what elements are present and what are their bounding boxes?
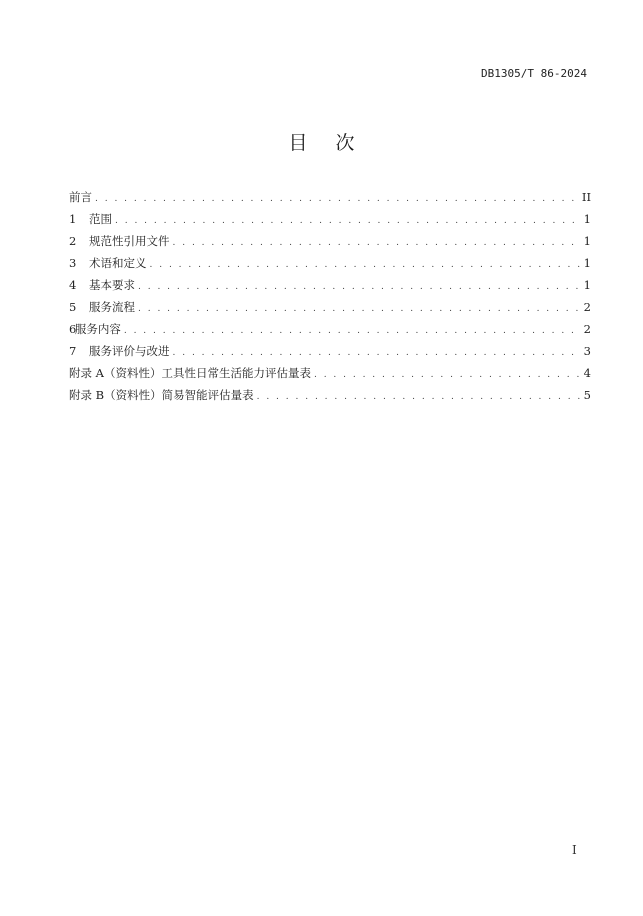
toc-leader-dots xyxy=(95,188,579,210)
toc-entry-number: 2 xyxy=(69,234,77,248)
toc-entry-number: 7 xyxy=(69,344,77,358)
toc-leader-dots xyxy=(150,254,581,276)
toc-entry-number: 1 xyxy=(69,212,77,226)
toc-entry-appendix-b[interactable] xyxy=(69,384,591,406)
toc-entry-page: 5 xyxy=(583,388,591,402)
toc-entry-number: 3 xyxy=(69,256,77,270)
toc-entry-service-evaluation[interactable] xyxy=(69,340,591,362)
toc-entry-page: 4 xyxy=(583,366,591,380)
toc-entry-label: 服务流程 xyxy=(89,300,135,314)
toc-leader-dots xyxy=(115,210,580,232)
toc-entry-label: 服务内容 xyxy=(74,322,121,336)
toc-entry-page: 2 xyxy=(583,300,591,314)
toc-entry-appendix-a[interactable] xyxy=(69,362,591,384)
toc-entry-page: 1 xyxy=(583,212,591,226)
toc-entry-page: II xyxy=(581,190,591,204)
toc-leader-dots xyxy=(173,342,581,364)
toc-leader-dots xyxy=(124,320,580,342)
toc-entry-scope[interactable] xyxy=(69,208,591,230)
toc-entry-label: 术语和定义 xyxy=(89,256,147,270)
toc-entry-label: 基本要求 xyxy=(89,278,135,292)
toc-leader-dots xyxy=(173,232,581,254)
toc-entry-terms-definitions[interactable] xyxy=(69,252,591,274)
toc-entry-page: 3 xyxy=(583,344,591,358)
toc-entry-basic-requirements[interactable] xyxy=(69,274,591,296)
toc-entry-page: 1 xyxy=(583,278,591,292)
toc-entry-number: 5 xyxy=(69,300,77,314)
toc-leader-dots xyxy=(314,364,580,386)
toc-title-part1: 目 xyxy=(288,132,308,154)
toc-entry-page: 1 xyxy=(583,256,591,270)
toc-entry-label: 前言 xyxy=(69,190,92,204)
toc-leader-dots xyxy=(138,276,580,298)
toc-entry-service-process[interactable] xyxy=(69,296,591,318)
page-number: I xyxy=(572,843,577,857)
toc-leader-dots xyxy=(257,386,580,408)
toc-entry-label: 范围 xyxy=(89,212,112,226)
table-of-contents xyxy=(69,186,591,406)
toc-entry-label: 服务评价与改进 xyxy=(89,344,170,358)
document-code: DB1305/T 86-2024 xyxy=(481,67,587,80)
toc-entry-label: 附录 B（资料性）简易智能评估量表 xyxy=(69,388,254,402)
toc-title-part2: 次 xyxy=(335,132,355,154)
toc-leader-dots xyxy=(138,298,580,320)
toc-entry-label: 规范性引用文件 xyxy=(89,234,170,248)
toc-entry-page: 2 xyxy=(583,322,591,336)
toc-title xyxy=(0,128,643,155)
toc-entry-page: 1 xyxy=(583,234,591,248)
toc-entry-normative-references[interactable] xyxy=(69,230,591,252)
toc-entry-service-content[interactable] xyxy=(69,318,591,340)
toc-entry-label: 附录 A（资料性）工具性日常生活能力评估量表 xyxy=(69,366,311,380)
toc-entry-number: 4 xyxy=(69,278,77,292)
toc-entry-number: 6 xyxy=(69,322,77,336)
toc-entry-foreword[interactable] xyxy=(69,186,591,208)
